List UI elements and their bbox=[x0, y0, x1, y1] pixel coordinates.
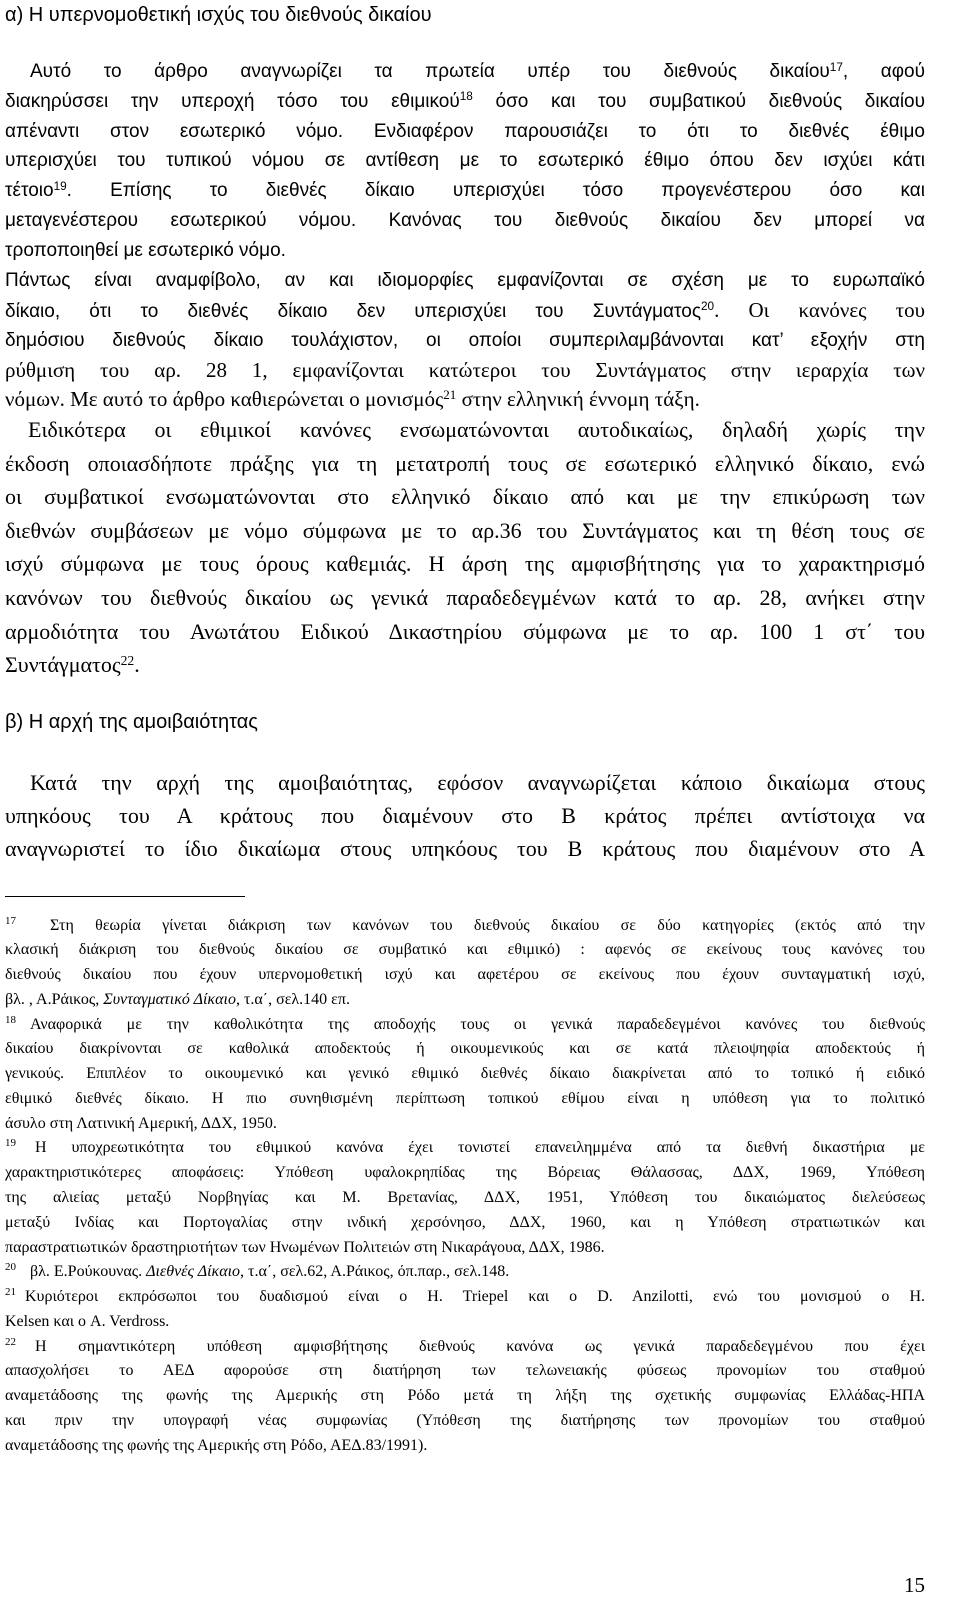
text-run: Αναφορικά με την καθολικότητα της αποδοχής τους οι γενικά παραδεδεγμένοι κανόνες του διεθνούς bbox=[30, 1015, 925, 1033]
text-line bbox=[5, 146, 925, 176]
text-line bbox=[5, 547, 925, 581]
text-line bbox=[5, 385, 925, 415]
text-line bbox=[5, 1211, 925, 1236]
text-line bbox=[5, 87, 925, 117]
text-run: μεταγενέστερου εσωτερικού νόμου. Κανόνας του διεθνούς δικαίου δεν μπορεί να bbox=[5, 209, 925, 231]
text-line bbox=[5, 1013, 925, 1038]
text-run: Κυριότεροι εκπρόσωποι του δυαδισμού είναι ο H. Triepel και ο D. Anzilotti, ενώ του μονισμού ο H. bbox=[25, 1288, 925, 1306]
text-run: βλ. , Α.Ράικος, bbox=[5, 990, 104, 1008]
text-line bbox=[5, 1062, 925, 1087]
text-line bbox=[5, 766, 925, 799]
text-run: Ειδικότερα οι εθιμικοί κανόνες ενσωματώνονται αυτοδικαίως, δηλαδή χωρίς την bbox=[28, 417, 925, 442]
footnote-ref: 22 bbox=[120, 652, 135, 668]
text-line bbox=[5, 1384, 925, 1409]
text-line bbox=[5, 1260, 925, 1285]
text-run: αναμετάδοσης της φωνής της Αμερικής στη Ρόδο, ΑΕΔ.83/1991). bbox=[5, 1436, 428, 1454]
text-line bbox=[5, 1136, 925, 1161]
text-line bbox=[5, 1285, 925, 1310]
text-line bbox=[5, 326, 925, 356]
text-run: κλασική διάκριση του διεθνούς δικαίου σε συμβατικό και εθιμικό) : αφενός σε εκείνους τους κανόνες του bbox=[5, 941, 925, 959]
text-run: Στη θεωρία γίνεται διάκριση των κανόνων του διεθνούς δικαίου σε δύο κατηγορίες (εκτός από την bbox=[50, 916, 925, 934]
paragraph bbox=[5, 413, 925, 682]
footnote-ref: 20 bbox=[701, 300, 715, 314]
text-line bbox=[5, 988, 925, 1013]
text-run: Η σημαντικότερη υπόθεση αμφισβήτησης διεθνούς κανόνα ως γενικά παραδεδεγμένου που έχει bbox=[35, 1337, 925, 1355]
footnote-number: 20 bbox=[5, 1261, 16, 1274]
text-line bbox=[5, 1087, 925, 1112]
text-run: . bbox=[134, 652, 140, 678]
paragraph bbox=[5, 266, 925, 415]
footnote-20 bbox=[5, 1260, 925, 1285]
footnote-ref: 18 bbox=[459, 90, 473, 104]
text-run: διεθνούς δικαίου που έχουν υπερνομοθετική ισχύ και αφετέρου σε εκείνους που έχουν συνταγματική ισχύ, bbox=[5, 966, 925, 984]
footnote-separator bbox=[5, 896, 245, 897]
footnote-22 bbox=[5, 1335, 925, 1459]
text-line bbox=[5, 1359, 925, 1384]
footnote-ref: 21 bbox=[443, 386, 457, 402]
text-line bbox=[5, 1310, 925, 1335]
footnote-number: 19 bbox=[5, 1137, 16, 1150]
text-run: έκδοση οποιασδήποτε πράξης για τη μετατροπή τους σε εσωτερικό ελληνικό δίκαιο, ενώ bbox=[5, 450, 925, 476]
text-run: Συντάγματος bbox=[5, 652, 121, 678]
text-line bbox=[5, 1236, 925, 1261]
text-run: τροποποιηθεί με εσωτερικό νόμο. bbox=[5, 239, 286, 261]
text-run: διεθνών συμβάσεων με νόμο σύμφωνα με το αρ.36 του Συντάγματος και τη θέση τους σε bbox=[5, 517, 925, 543]
text-run: ισχύ σύμφωνα με τους όρους καθεμιάς. Η άρση της αμφισβήτησης για το χαρακτηρισμό bbox=[5, 551, 925, 577]
text-line bbox=[5, 581, 925, 615]
text-run: δίκαιο, ότι το διεθνές δίκαιο δεν υπερισχύει του Συντάγματος bbox=[5, 300, 701, 322]
footnote-21 bbox=[5, 1285, 925, 1335]
text-run: βλ. Ε.Ρούκουνας. bbox=[30, 1263, 147, 1281]
book-title: Συνταγματικό Δίκαιο bbox=[103, 990, 236, 1008]
text-line bbox=[5, 447, 925, 481]
text-run: ρύθμιση του αρ. 28 1, εμφανίζονται κατώτεροι του Συντάγματος στην ιεραρχία των bbox=[5, 357, 925, 382]
text-line bbox=[5, 480, 925, 514]
footnote-ref: 17 bbox=[829, 60, 843, 74]
text-run: Αυτό το άρθρο αναγνωρίζει τα πρωτεία υπέρ του διεθνούς δικαίου bbox=[30, 61, 830, 82]
text-line bbox=[5, 615, 925, 649]
text-run: μεταξύ Ινδίας και Πορτογαλίας στην ινδική χερσόνησο, ΔΔΧ, 1960, και η Υπόθεση στρατιωτικών και bbox=[5, 1213, 925, 1231]
text-line bbox=[5, 117, 925, 147]
text-run: χαρακτηριστικότερες αποφάσεις: Υπόθεση υφαλοκρηπίδας της Βόρειας Θάλασσας, ΔΔΧ, 1969, Υπόθεση bbox=[5, 1164, 925, 1182]
text-run: δημόσιου διεθνούς δίκαιο τουλάχιστον, οι οποίοι συμπεριλαμβάνονται κατ’ εξοχήν στη bbox=[5, 330, 925, 351]
text-run: , τ.α΄, σελ.140 επ. bbox=[235, 990, 350, 1008]
text-run: αρμοδιότητα του Ανωτάτου Ειδικού Δικαστηρίου σύμφωνα με το αρ. 100 1 στ΄ του bbox=[5, 618, 925, 644]
footnote-number: 17 bbox=[5, 914, 16, 927]
text-run: νόμων. Με αυτό το άρθρο καθιερώνεται ο μονισμός bbox=[5, 387, 444, 411]
footnote-18 bbox=[5, 1013, 925, 1137]
text-run: της αλιείας μεταξύ Νορβηγίας και Μ. Βρετανίας, ΔΔΧ, 1951, Υπόθεση του δικαιώματος διελεύσεως bbox=[5, 1189, 925, 1207]
text-run: αναμετάδοσης της φωνής της Αμερικής στη Ρόδο μετά τη λήξη της σχετικής συμφωνίας Ελλάδας-ΗΠΑ bbox=[5, 1387, 925, 1405]
text-line bbox=[5, 832, 925, 865]
footnote-ref: 19 bbox=[53, 179, 67, 193]
text-run: τέτοιο bbox=[5, 180, 54, 202]
text-run: . Επίσης το διεθνές δίκαιο υπερισχύει τόσο προγενέστερου όσο και bbox=[66, 180, 925, 202]
text-line bbox=[5, 206, 925, 236]
text-line bbox=[5, 1037, 925, 1062]
text-run: και πριν την υπογραφή νέας συμφωνίας (Υπόθεση της διατήρησης των προνομίων του σταθμού bbox=[5, 1411, 925, 1429]
text-run: αναγνωριστεί το ίδιο δικαίωμα στους υπηκόους του Β κράτους που διαμένουν στο Α bbox=[5, 835, 925, 861]
text-run: . Οι κανόνες του bbox=[714, 297, 925, 322]
text-run: Η υποχρεωτικότητα του εθιμικού κανόνα έχει τονιστεί επανειλημμένα από τα διεθνή δικαστήρια με bbox=[35, 1139, 925, 1157]
text-run: κανόνων του διεθνούς δικαίου ως γενικά παραδεδεγμένων κατά το αρ. 28, ανήκει στην bbox=[5, 584, 925, 610]
footnote-17 bbox=[5, 914, 925, 1013]
paragraph bbox=[5, 766, 925, 865]
text-run: Kelsen και ο A. Verdross. bbox=[5, 1312, 170, 1330]
text-run: απασχολήσει το ΑΕΔ αφορούσε στη διατήρηση των τελωνειακής φύσεως προνομίων του σταθμού bbox=[5, 1362, 925, 1380]
text-run: δικαίου διακρίνονται σε καθολικά αποδεκτούς ή οικουμενικούς και σε κατά πλειοψηφία αποδεκτούς ή bbox=[5, 1040, 925, 1058]
paragraph bbox=[5, 57, 925, 266]
text-run: οι συμβατικοί ενσωματώνονται στο ελληνικό δίκαιο από και με την επικύρωση των bbox=[5, 484, 925, 510]
text-line bbox=[5, 413, 925, 447]
text-line bbox=[5, 1434, 925, 1459]
text-line bbox=[5, 296, 925, 327]
text-run: διακηρύσσει την υπεροχή τόσο του εθιμικού bbox=[5, 90, 460, 112]
text-run: Κατά την αρχή της αμοιβαιότητας, εφόσον αναγνωρίζεται κάποιο δικαίωμα στους bbox=[30, 769, 925, 795]
footnote-number: 22 bbox=[5, 1335, 16, 1348]
text-line bbox=[5, 963, 925, 988]
text-line bbox=[5, 57, 925, 87]
section-heading: α) Η υπερνομοθετική ισχύς του διεθνούς δικαίου bbox=[5, 4, 432, 26]
text-line bbox=[5, 648, 925, 682]
text-run: υπερισχύει του τυπικού νόμου σε αντίθεση με το εσωτερικό έθιμο όπου δεν ισχύει κάτι bbox=[5, 150, 925, 172]
text-run: όσο και του συμβατικού διεθνούς δικαίου bbox=[472, 90, 926, 112]
section-heading: β) Η αρχή της αμοιβαιότητας bbox=[5, 711, 258, 733]
text-line bbox=[5, 938, 925, 963]
text-run: Πάντως είναι αναμφίβολο, αν και ιδιομορφίες εμφανίζονται σε σχέση με το ευρωπαϊκό bbox=[5, 270, 925, 291]
text-run: εθιμικό διεθνές δίκαιο. Η πιο συνηθισμένη περίπτωση τοπικού εθίμου είναι η υπόθεση για το πολιτικό bbox=[5, 1089, 925, 1107]
text-line bbox=[5, 176, 925, 206]
text-run: άσυλο στη Λατινική Αμερική, ΔΔΧ, 1950. bbox=[5, 1114, 277, 1132]
text-line bbox=[5, 1112, 925, 1137]
text-line bbox=[5, 266, 925, 296]
text-line bbox=[5, 1161, 925, 1186]
text-line bbox=[5, 236, 925, 266]
text-line bbox=[5, 514, 925, 548]
footnotes bbox=[5, 914, 925, 1459]
text-run: , τ.α΄, σελ.62, Α.Ράικος, όπ.παρ., σελ.148. bbox=[240, 1263, 510, 1281]
text-run: στην ελληνική έννομη τάξη. bbox=[456, 387, 700, 411]
text-line bbox=[5, 1409, 925, 1434]
text-run: παραστρατιωτικών δραστηριοτήτων των Ηνωμένων Πολιτειών στη Νικαράγουα, ΔΔΧ, 1986. bbox=[5, 1238, 605, 1256]
text-run: γενικούς. Επιπλέον το οικουμενικό και γενικό εθιμικό διεθνές δίκαιο διακρίνεται από το τοπικό ή ειδικό bbox=[5, 1065, 925, 1083]
text-line bbox=[5, 356, 925, 386]
text-line bbox=[5, 914, 925, 939]
footnote-number: 21 bbox=[5, 1286, 16, 1299]
text-line bbox=[5, 1335, 925, 1360]
book-title: Διεθνές Δίκαιο bbox=[146, 1263, 241, 1281]
text-run: απέναντι στον εσωτερικό νόμο. Ενδιαφέρον παρουσιάζει το ότι το διεθνές έθιμο bbox=[5, 120, 925, 142]
page-number: 15 bbox=[904, 1573, 925, 1597]
text-line bbox=[5, 1186, 925, 1211]
text-line bbox=[5, 799, 925, 832]
footnote-19 bbox=[5, 1136, 925, 1260]
text-run: υπηκόους του Α κράτους που διαμένουν στο Β κράτος πρέπει αντίστοιχα να bbox=[5, 802, 925, 828]
text-run: , αφού bbox=[842, 61, 925, 82]
footnote-number: 18 bbox=[5, 1013, 16, 1026]
